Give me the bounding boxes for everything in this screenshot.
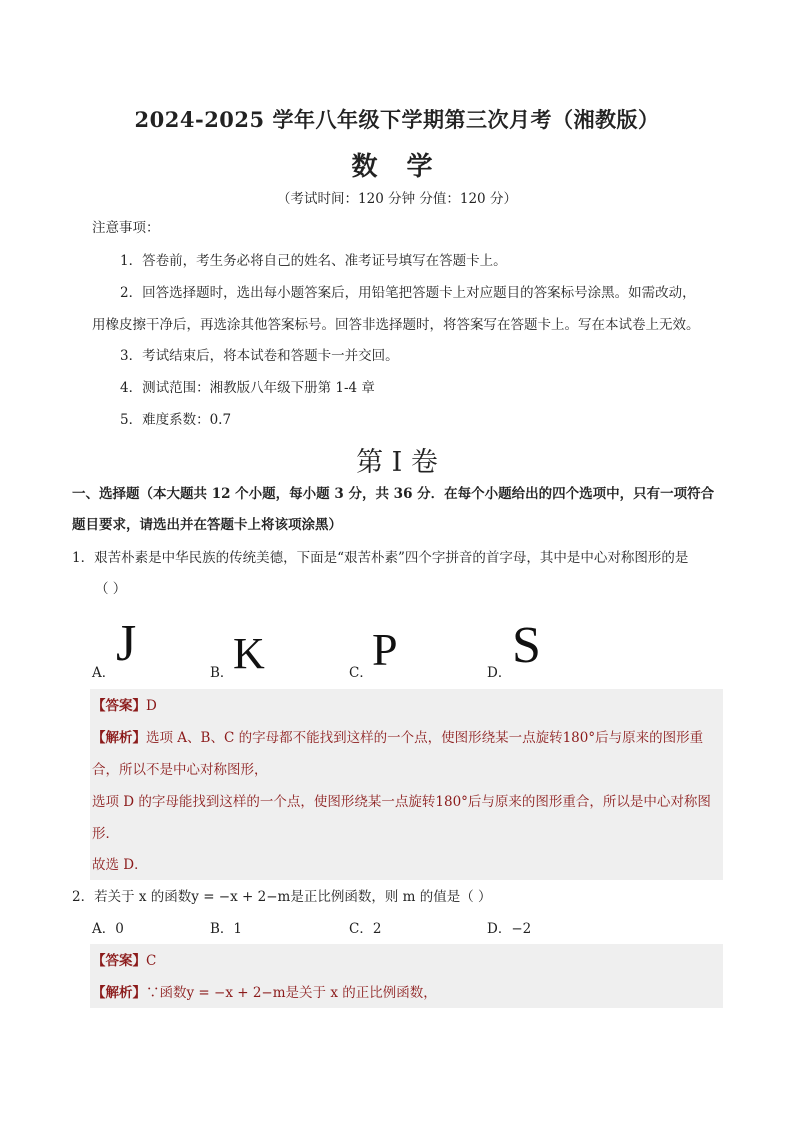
q1-analysis-tag: 【解析】 <box>92 730 146 746</box>
q1-option-d-label: D． <box>487 665 512 681</box>
notice-heading: 注意事项： <box>92 220 160 236</box>
q2-option-b: B．1 <box>210 921 243 937</box>
q1-answer-value: D <box>146 698 157 714</box>
exam-meta: （考试时间：120 分钟 分值：120 分） <box>277 191 517 207</box>
notice-item-3: 3．考试结束后，将本试卷和答题卡一并交回。 <box>120 348 399 364</box>
q2-analysis-tag: 【解析】 <box>92 985 146 1001</box>
q1-stem: 1．艰苦朴素是中华民族的传统美德，下面是“艰苦朴素”四个字拼音的首字母，其中是中心对称图形的是 <box>72 550 689 566</box>
q2-answer-value: C <box>146 953 157 969</box>
q1-analysis-line-4: 形． <box>92 826 119 842</box>
q2-option-c: C．2 <box>349 921 382 937</box>
q1-option-d-letter: S <box>512 617 541 674</box>
q2-option-a: A．0 <box>92 921 124 937</box>
q2-analysis-text: ∵函数y = −x + 2−m是关于 x 的正比例函数， <box>146 985 437 1001</box>
q1-analysis-line-2: 合，所以不是中心对称图形， <box>92 762 268 778</box>
notice-item-2-cont: 用橡皮擦干净后，再选涂其他答案标号。回答非选择题时，将答案写在答题卡上。写在本试卷上无效。 <box>92 317 700 333</box>
q2-answer-line <box>92 952 156 970</box>
notice-item-1: 1．答卷前，考生务必将自己的姓名、准考证号填写在答题卡上。 <box>120 253 507 269</box>
q2-option-d: D．−2 <box>487 921 532 937</box>
subject-title: 数 学 <box>351 152 443 182</box>
q1-paren: （ ） <box>95 581 127 597</box>
q1-analysis-line-5: 故选 D． <box>92 857 148 873</box>
q1-option-a-label: A． <box>92 665 116 681</box>
q1-analysis-line-3: 选项 D 的字母能找到这样的一个点，使图形绕某一点旋转180°后与原来的图形重合，所以是中心对称图 <box>92 794 711 810</box>
q1-option-c-letter: P <box>372 624 398 675</box>
q1-analysis-line-1 <box>92 729 703 747</box>
section-intro-line2: 题目要求，请选出并在答题卡上将该项涂黑） <box>72 517 342 533</box>
q2-analysis-line <box>92 984 437 1002</box>
q1-analysis-text-1: 选项 A、B、C 的字母都不能找到这样的一个点，使图形绕某一点旋转180°后与原来的图形重 <box>146 730 704 746</box>
q1-option-c-label: C． <box>349 665 373 681</box>
notice-item-4: 4．测试范围：湘教版八年级下册第 1-4 章 <box>120 380 375 396</box>
q1-answer-line <box>92 697 157 715</box>
q2-stem: 2．若关于 x 的函数y = −x + 2−m是正比例函数，则 m 的值是（ ） <box>72 889 492 905</box>
q1-option-a-letter: J <box>116 615 137 672</box>
q1-answer-box <box>90 689 723 880</box>
q1-option-b-label: B． <box>210 665 234 681</box>
section-title: 第 I 卷 <box>356 447 438 478</box>
q1-answer-tag: 【答案】 <box>92 698 146 714</box>
notice-item-5: 5．难度系数：0.7 <box>120 412 232 428</box>
notice-item-2: 2．回答选择题时，选出每小题答案后，用铅笔把答题卡上对应题目的答案标号涂黑。如需改动， <box>120 285 696 301</box>
exam-title: 2024-2025 学年八年级下学期第三次月考（湘教版） <box>134 107 660 132</box>
q1-option-b-letter: K <box>233 629 265 678</box>
q2-answer-tag: 【答案】 <box>92 953 146 969</box>
section-intro-line1: 一、选择题（本大题共 12 个小题，每小题 3 分，共 36 分．在每个小题给出的四个选项中，只有一项符合 <box>72 486 715 502</box>
